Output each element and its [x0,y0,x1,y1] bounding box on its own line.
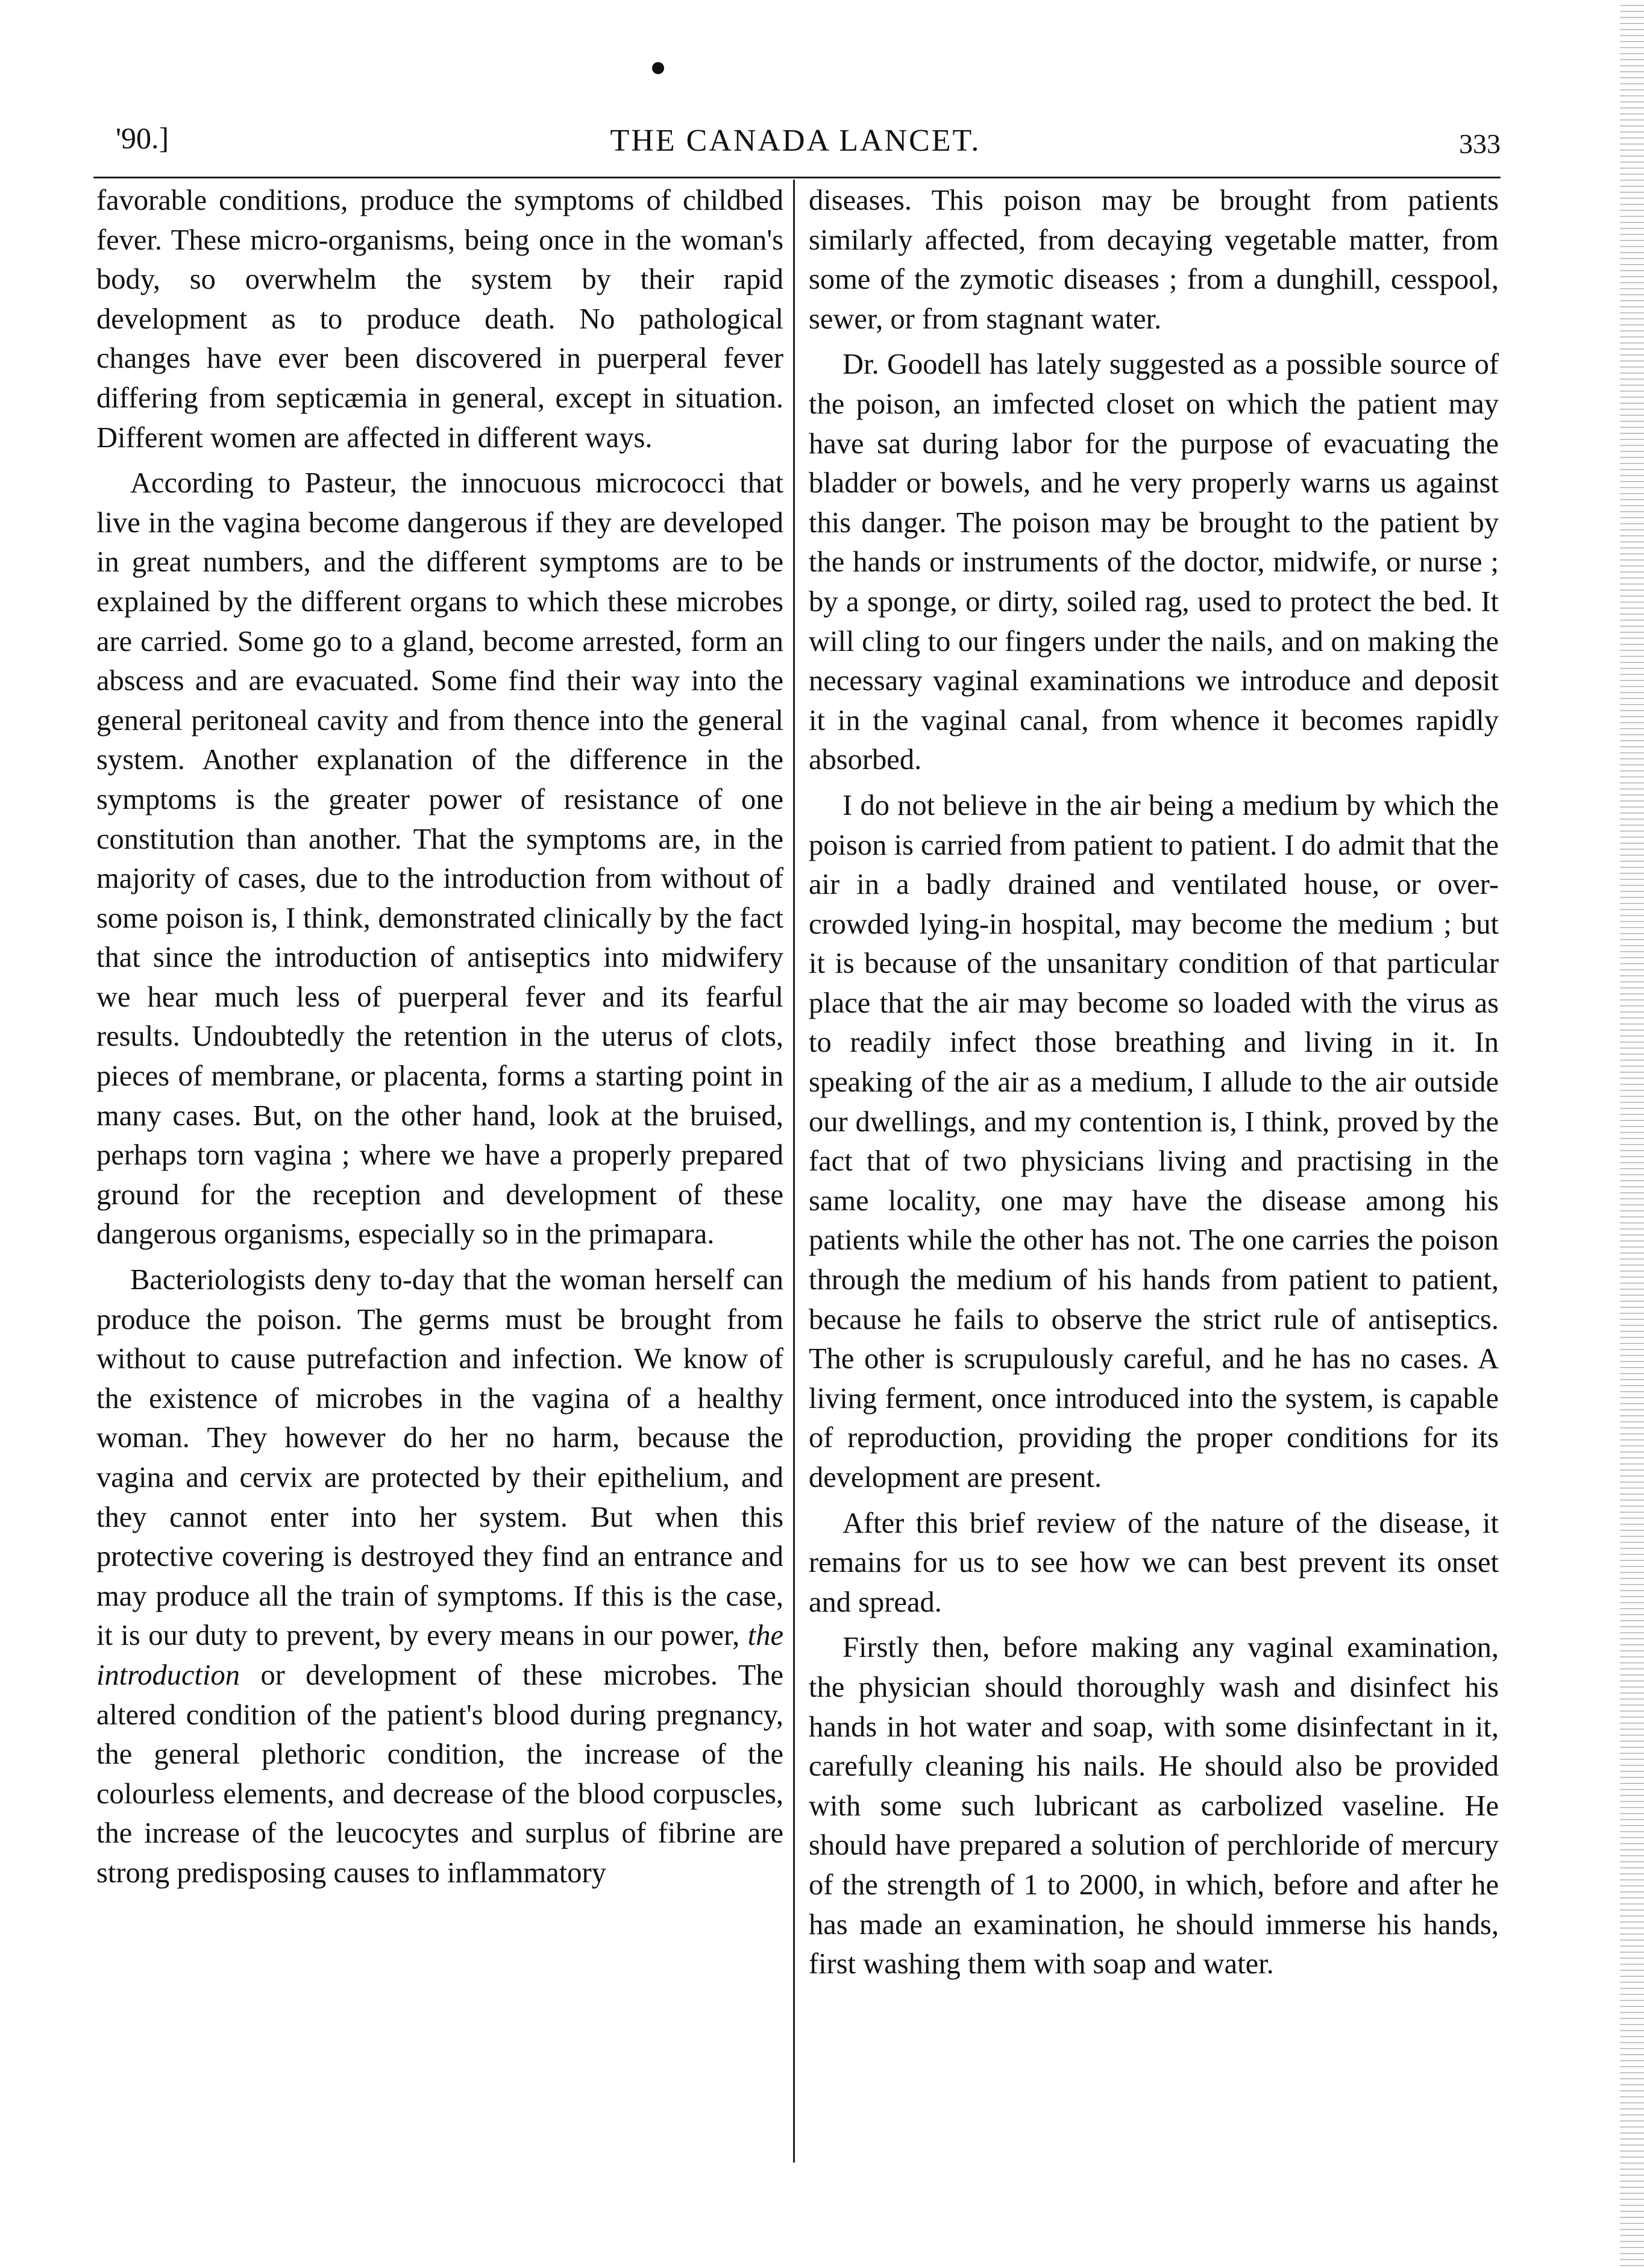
paragraph: Firstly then, before making any vaginal examination, the physician should thoroughly wash and disinfect his hands in hot water and soap, with some disinfectant in it, carefully cleaning his nails. He should also be provided with some such lubricant as carbolized vaseline. He should have prepared a solution of perchloride of mercury of the strength of 1 to 2000, in which, before and after he has made an examination, he should immerse his hands, first washing them with soap and water. [809,1632,1499,1981]
printer-dot-mark [652,62,664,74]
header-rule [93,177,1501,178]
left-column [96,181,783,1899]
page-number: 333 [1459,128,1501,159]
paragraph [96,1260,783,1893]
right-column [809,181,1499,1990]
paragraph-text: or development of these microbes. The altered condition of the patient's blood during pregnancy, the general plethoric condition, the increase of the colourless elements, and decrease of the blood corpuscles, the increase of the leucocytes and surplus of fibrine are strong predisposing causes to inflammatory [96,1659,783,1889]
paragraph: According to Pasteur, the innocuous micrococci that live in the vagina become dangerous if they are developed in great numbers, and the different symptoms are to be explained by the different organs to which these microbes are carried. Some go to a gland, become arrested, form an abscess and are evacuated. Some find their way into the general peritoneal cavity and from thence into the general system. Another explanation of the difference in the symptoms is the greater power of resistance of one constitution than another. That the symptoms are, in the majority of cases, due to the introduction from without of some poison is, I think, demonstrated clinically by the fact that since the introduction of antiseptics into midwifery we hear much less of puerperal fever and its fearful results. Undoubtedly the retention in the uterus of clots, pieces of membrane, or placenta, forms a starting point in many cases. But, on the other hand, look at the bruised, perhaps torn vagina ; where we have a properly prepared ground for the reception and development of these dangerous organisms, especially so in the primapara. [96,467,783,1251]
journal-title: THE CANADA LANCET. [610,124,981,158]
scanned-page-edge [1620,0,1644,2268]
paragraph-text: Bacteriologists deny to-day that the woman herself can produce the poison. The germs must be brought from without to cause putrefaction and infection. We know of the existence of microbes in the vagina of a healthy woman. They however do her no harm, because the vagina and cervix are protected by their epithelium, and they cannot enter into her system. But when this protective covering is destroyed they find an entrance and may produce all the train of symptoms. If this is the case, it is our duty to prevent, by every means in our power, [96,1264,783,1652]
header-year: '90.] [116,121,169,155]
paragraph: diseases. This poison may be brought from patients similarly affected, from decaying vegetable matter, from some of the zymotic diseases ; from a dunghill, cesspool, sewer, or from stagnant water. [809,184,1499,335]
paragraph: Dr. Goodell has lately suggested as a possible source of the poison, an imfected closet on which the patient may have sat during labor for the purpose of evacuating the bladder or bowels, and he very properly warns us against this danger. The poison may be brought to the patient by the hands or instruments of the doctor, midwife, or nurse ; by a sponge, or dirty, soiled rag, used to protect the bed. It will cling to our fingers under the nails, and on making the necessary vaginal examinations we introduce and deposit it in the vaginal canal, from whence it becomes rapidly absorbed. [809,348,1499,776]
column-divider [793,180,795,2163]
paragraph: favorable conditions, produce the symptoms of childbed fever. These micro-organisms, being once in the woman's body, so overwhelm the system by their rapid development as to produce death. No pathological changes have ever been discovered in puerperal fever differing from septicæmia in general, except in situation. Different women are affected in different ways. [96,184,783,454]
running-header [90,115,1501,175]
italic-phrase: the introduction [96,1619,783,1691]
paragraph: After this brief review of the nature of the disease, it remains for us to see how we can best prevent its onset and spread. [809,1507,1499,1618]
paragraph: I do not believe in the air being a medium by which the poison is carried from patient to patient. I do admit that the air in a badly drained and ventilated house, or over-crowded lying-in hospital, may become the medium ; but it is because of the unsanitary condition of that particular place that the air may become so loaded with the virus as to readily infect those breathing and living in it. In speaking of the air as a medium, I allude to the air outside our dwellings, and my contention is, I think, proved by the fact that of two physicians living and practising in the same locality, one may have the disease among his patients while the other has not. The one carries the poison through the medium of his hands from patient to patient, because he fails to observe the strict rule of antiseptics. The other is scrupulously careful, and he has no cases. A living ferment, once introduced into the system, is capable of reproduction, providing the proper conditions for its development are present. [809,789,1499,1494]
